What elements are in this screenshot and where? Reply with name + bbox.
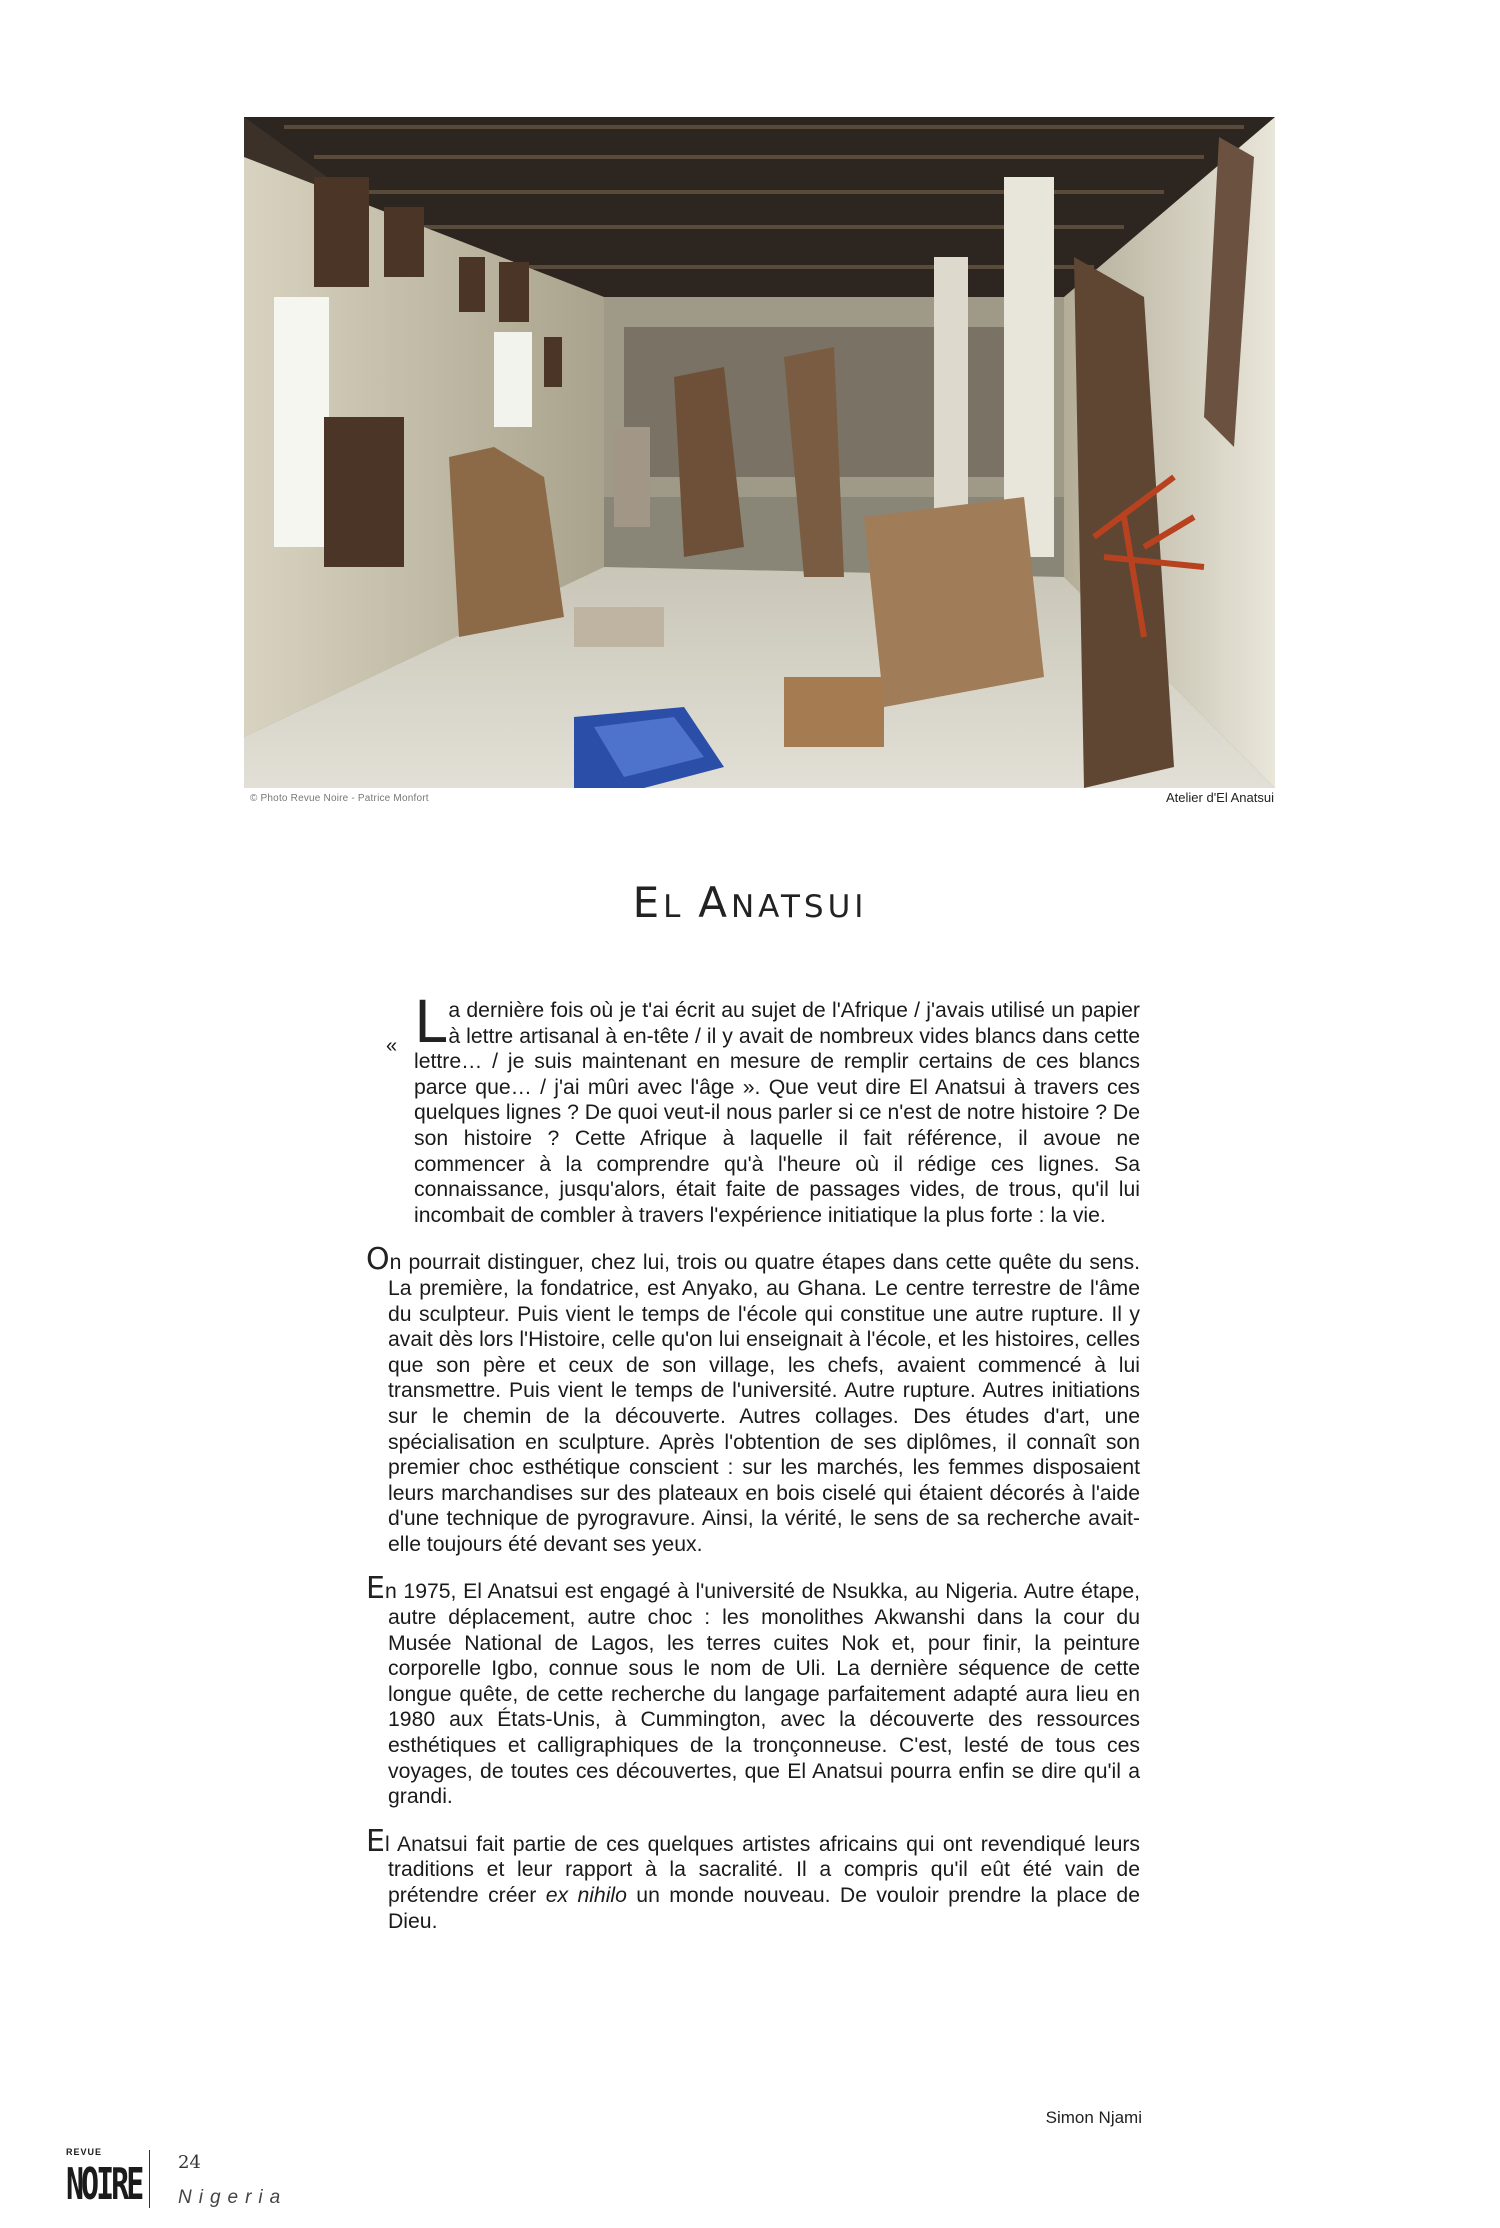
paragraph-2-text: n pourrait distinguer, chez lui, trois ou quatre étapes dans cette quête du sens. La première, la fondatrice, est Anyako, au Ghana. Le centre terrestre de l'âme du sculpteur. Puis vient le temps de l'école qui constitue une autre rupture. Il y avait dès lors l'Histoire, celle qu'on lui enseignait à l'école, et les histoires, celles que son père et ceux de son village, les chefs, avaient commencé à lui transmettre. Puis vient le temps de l'université. Autre rupture. Autres initiations sur le chemin de la découverte. Autres collages. Des études d'art, une spécialisation en sculpture. Après l'obtention de ses diplômes, il connaît son premier choc esthétique conscient : sur les marchés, les femmes disposaient leurs marchandises sur des plateaux en bois ciselé qui étaient décorés à l'aide d'une technique de pyrogravure. Ainsi, la vérité, le sens de sa recherche avait-elle toujours été devant ses yeux.: [388, 1251, 1140, 1556]
paragraph-2: [366, 1242, 1140, 1557]
title-rest-first: L: [663, 889, 699, 925]
logo-main-text: NOIRE: [66, 2159, 142, 2211]
paragraph-4: [366, 1823, 1140, 1934]
title-initial-second: A: [698, 878, 731, 927]
footer-divider: [149, 2150, 150, 2208]
paragraph-1-text: a dernière fois où je t'ai écrit au sujet de l'Afrique / j'avais utilisé un papier à lettre artisanal à en-tête / il y avait de nombreux vides blancs dans cette lettre… / je suis maintenant en mesure de remplir certains de ces blancs parce que… / j'ai mûri avec l'âge ». Que veut dire El Anatsui à travers ces quelques lignes ? De quoi veut-il nous parler si ce n'est de notre histoire ? De son histoire ? Cette Afrique à laquelle il fait référence, il avoue ne commencer à la comprendre qu'à l'heure où il rédige ces lignes. Sa connaissance, jusqu'alors, était faite de passages vides, de trous, qu'il lui incombait de combler à travers l'expérience initiatique la plus forte : la vie.: [414, 999, 1141, 1227]
section-name: Nigeria: [178, 2187, 288, 2208]
studio-photo: [244, 117, 1275, 788]
paragraph-4-text-end: un monde nouveau. De vouloir prendre la place de Dieu.: [388, 1884, 1140, 1933]
paragraph-4-initial: E: [366, 1823, 385, 1859]
opening-quote-mark: «: [386, 1035, 398, 1057]
drop-cap: L: [414, 988, 447, 1056]
studio-photo-illustration: [244, 117, 1275, 788]
paragraph-4-italic: ex nihilo: [545, 1884, 627, 1907]
title-rest-second: NATSUI: [730, 889, 868, 925]
paragraph-3-text: n 1975, El Anatsui est engagé à l'université de Nsukka, au Nigeria. Autre étape, autre déplacement, autre choc : les monolithes Akwanshi dans la cour du Musée National de Lagos, les terres cuites Nok et, pour finir, la peinture corporelle Igbo, connue sous le nom de Uli. La dernière séquence de cette longue quête, de cette recherche du langage parfaitement adapté aura lieu en 1980 aux États-Unis, à Cummington, avec la découverte des ressources esthétiques et calligraphiques de la tronçonneuse. C'est, lesté de tous ces voyages, de toutes ces découvertes, que El Anatsui pourra enfin se dire qu'il a grandi.: [384, 1580, 1140, 1809]
paragraph-2-initial: O: [366, 1242, 390, 1278]
page-number: 24: [178, 2152, 201, 2173]
author-signature: Simon Njami: [1045, 2108, 1142, 2127]
paragraph-3-initial: E: [366, 1571, 385, 1607]
article-title: [0, 878, 1500, 927]
article-body: [366, 988, 1141, 1934]
photo-credit: © Photo Revue Noire - Patrice Monfort: [250, 793, 429, 804]
photo-caption: Atelier d'El Anatsui: [1166, 790, 1274, 805]
paragraph-3: [366, 1571, 1140, 1809]
revue-noire-logo: [66, 2147, 142, 2211]
title-initial-first: E: [632, 878, 664, 927]
paragraph-4-text-start: l Anatsui fait partie de ces quelques artistes africains qui ont revendiqué leurs traditions et leur rapport à la sacralité. Il a compris qu'il eût été vain de prétendre créer: [384, 1832, 1140, 1907]
logo-top-text: REVUE: [66, 2147, 103, 2157]
paragraph-1: [386, 988, 1141, 1228]
